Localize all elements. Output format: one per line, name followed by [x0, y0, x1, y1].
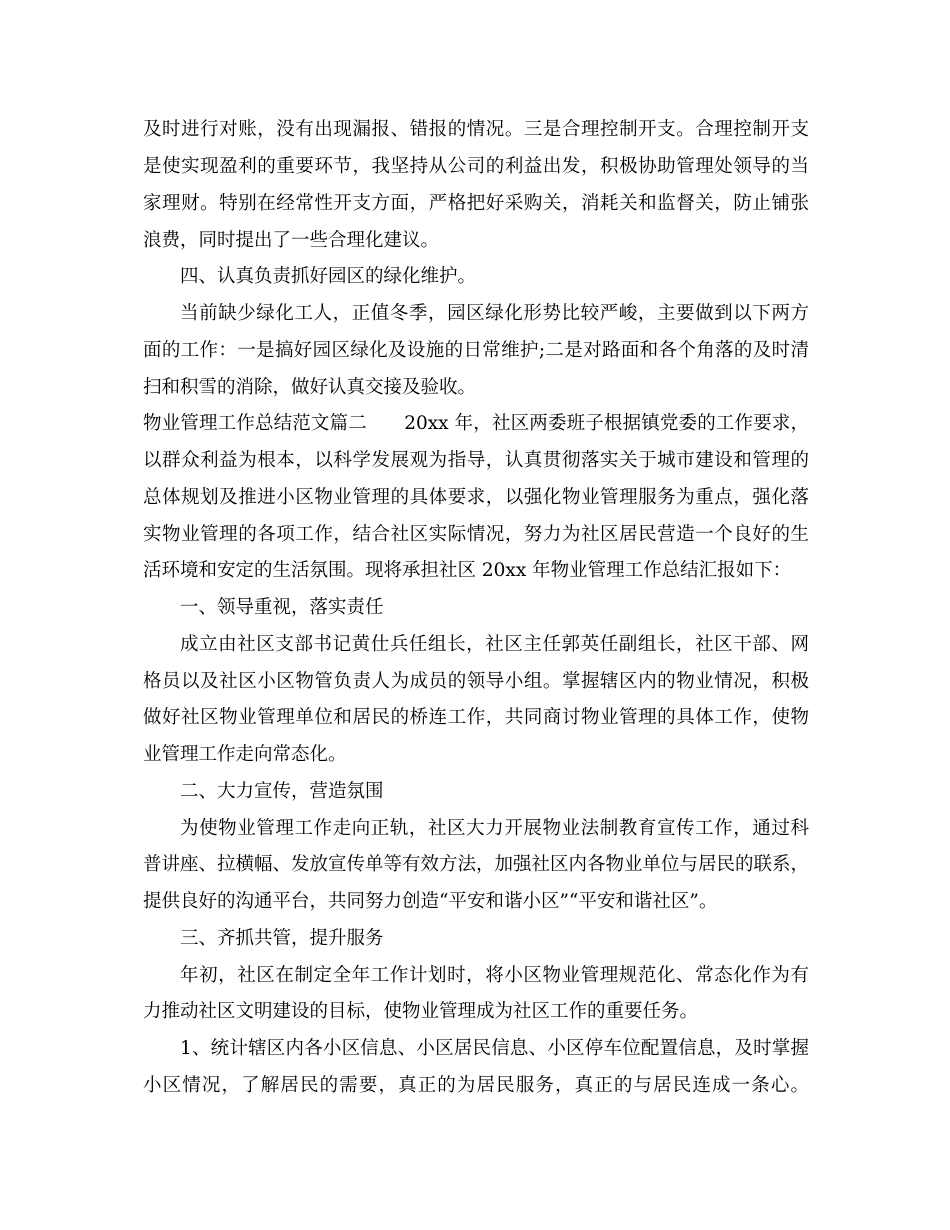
- text-line: 扫和积雪的消除，做好认真交接及验收。: [143, 377, 477, 398]
- text-line: 总体规划及推进小区物业管理的具体要求，以强化物业管理服务为重点，强化落: [143, 487, 809, 508]
- text-line: 1、统计辖区内各小区信息、小区居民信息、小区停车位配置信息，及时掌握: [180, 1038, 809, 1059]
- text-line: 是使实现盈利的重要环节，我坚持从公司的利益出发，积极协助管理处领导的当: [143, 156, 809, 177]
- text-line: 做好社区物业管理单位和居民的桥连工作，共同商讨物业管理的具体工作，使物: [143, 707, 809, 728]
- text-line: 提供良好的沟通平台，共同努力创造“平安和谐小区”“平安和谐社区”。: [143, 891, 718, 912]
- text-line: 家理财。特别在经常性开支方面，严格把好采购关，消耗关和监督关，防止铺张: [143, 193, 809, 214]
- text-line: 浪费，同时提出了一些合理化建议。: [143, 230, 440, 251]
- section-heading: 三、齐抓共管，提升服务: [180, 928, 384, 949]
- text-line: 格员以及社区小区物管负责人为成员的领导小组。掌握辖区内的物业情况，积极: [143, 671, 809, 692]
- text-line: 力推动社区文明建设的目标，使物业管理成为社区工作的重要任务。: [143, 1001, 699, 1022]
- text-line: 业管理工作走向常态化。: [143, 744, 347, 765]
- section-heading: 二、大力宣传，营造氛围: [180, 781, 384, 802]
- text-line: 面的工作：一是搞好园区绿化及设施的日常维护;二是对路面和各个角落的及时清: [143, 340, 809, 361]
- text-line: 普讲座、拉横幅、发放宣传单等有效方法，加强社区内各物业单位与居民的联系，: [143, 854, 810, 875]
- text-line: 活环境和安定的生活氛围。现将承担社区 20xx 年物业管理工作总结汇报如下：: [143, 560, 792, 581]
- text-line: 当前缺少绿化工人，正值冬季，园区绿化形势比较严峻，主要做到以下两方: [180, 303, 809, 324]
- text-line: 年初，社区在制定全年工作计划时，将小区物业管理规范化、常态化作为有: [180, 965, 809, 986]
- text-line: 成立由社区支部书记黄仕兵任组长，社区主任郭英任副组长，社区干部、网: [180, 634, 809, 655]
- text-line: 及时进行对账，没有出现漏报、错报的情况。三是合理控制开支。合理控制开支: [143, 119, 809, 140]
- text-line: 以群众利益为根本，以科学发展观为指导，认真贯彻落实关于城市建设和管理的: [143, 450, 809, 471]
- section-heading: 一、领导重视，落实责任: [180, 597, 384, 618]
- text-line: 物业管理工作总结范文篇二 20xx 年，社区两委班子根据镇党委的工作要求，: [143, 413, 809, 434]
- text-line: 为使物业管理工作走向正轨，社区大力开展物业法制教育宣传工作，通过科: [180, 818, 809, 839]
- text-line: 小区情况，了解居民的需要，真正的为居民服务，真正的与居民连成一条心。: [143, 1075, 809, 1096]
- section-heading: 四、认真负责抓好园区的绿化维护。: [180, 266, 477, 287]
- text-line: 实物业管理的各项工作，结合社区实际情况，努力为社区居民营造一个良好的生: [143, 524, 809, 545]
